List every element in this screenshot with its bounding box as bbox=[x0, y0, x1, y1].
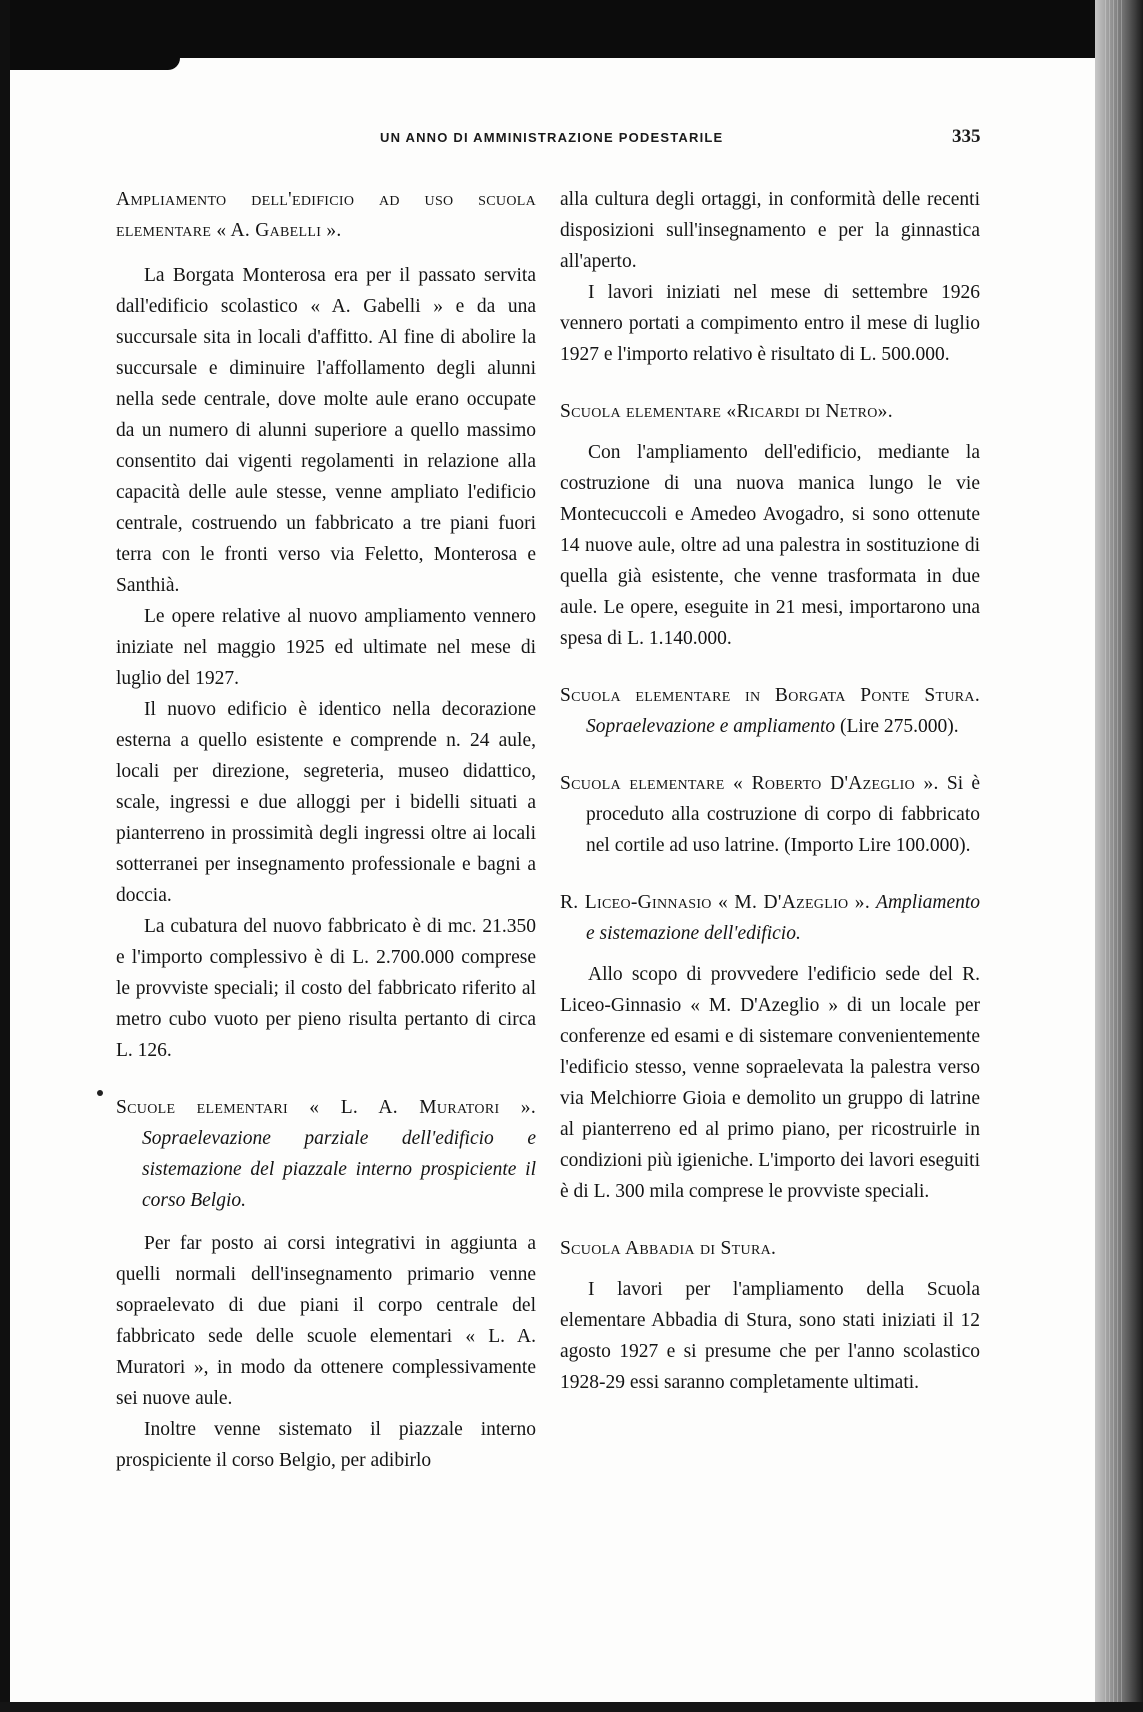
section-heading-title: Scuole elementari « L. A. Muratori ». bbox=[116, 1097, 536, 1118]
section-heading-subtitle: Sopraelevazione parziale dell'edificio e sistemazione del piazzale interno prospiciente il corso Belgio. bbox=[142, 1128, 536, 1211]
section-heading-subtitle: Ampliamento e sistemazione dell'edificio. bbox=[586, 892, 981, 944]
section-heading-subtitle: Sopraelevazione e ampliamento bbox=[586, 716, 836, 737]
scan-edge-notch bbox=[0, 50, 180, 70]
ink-speck bbox=[97, 1090, 103, 1096]
section-heading-title: Scuola elementare in Borgata Ponte Stura. bbox=[560, 685, 980, 706]
spacer bbox=[560, 742, 980, 768]
spacer bbox=[560, 654, 980, 680]
paragraph: Inoltre venne sistemato il piazzale interno prospiciente il corso Belgio, per adibirlo bbox=[116, 1419, 536, 1471]
spacer bbox=[560, 949, 980, 959]
section-heading-roberto-dazeglio bbox=[560, 768, 980, 861]
spacer bbox=[560, 861, 980, 887]
section-heading-abbadia: Scuola Abbadia di Stura. bbox=[560, 1238, 777, 1259]
spacer bbox=[560, 427, 980, 437]
paragraph: Le opere relative al nuovo ampliamento vennero iniziate nel maggio 1925 ed ultimate nel mese di luglio del 1927. bbox=[116, 606, 536, 689]
paragraph: Allo scopo di provvedere l'edificio sede del R. Liceo-Ginnasio « M. D'Azeglio » di un locale per conferenze ed esami e di sistemare convenientemente l'edificio stesso, venne sopraelevata la palestra verso via Melchiorre Gioia e demolito un gruppo di latrine al pianterreno ed al primo piano, per ricostruirle in condizioni più igieniche. L'importo dei lavori eseguiti è di L. 300 mila comprese le provviste speciali. bbox=[560, 964, 980, 1202]
paragraph: La cubatura del nuovo fabbricato è di mc. 21.350 e l'importo complessivo è di L. 2.700.000 comprese le provviste speciali; il costo del fabbricato riferito al metro cubo vuoto per pieno risulta pertanto di circa L. 126. bbox=[116, 916, 536, 1061]
spacer bbox=[116, 1216, 536, 1228]
spacer bbox=[560, 1264, 980, 1274]
scan-edge-left bbox=[0, 0, 10, 1712]
paragraph: Con l'ampliamento dell'edificio, mediante la costruzione di una nuova manica lungo le vie Montecuccoli e Amedeo Avogadro, si sono ottenute 14 nuove aule, oltre ad una palestra in sostituzione di quella già esistente, che venne trasformata in due aule. Le opere, eseguite in 21 mesi, importarono una spesa di L. 1.140.000. bbox=[560, 442, 980, 649]
scan-edge-bottom bbox=[0, 1702, 1143, 1712]
paragraph: I lavori per l'ampliamento della Scuola elementare Abbadia di Stura, sono stati iniziati il 12 agosto 1927 e si presume che per l'anno scolastico 1928-29 essi saranno completamente ultimati. bbox=[560, 1279, 980, 1393]
paragraph: Per far posto ai corsi integrativi in aggiunta a quelli normali dell'insegnamento primario venne sopraelevato di due piani il corpo centrale del fabbricato sede delle scuole elementari « L. A. Muratori », in modo da ottenere complessivamente sei nuove aule. bbox=[116, 1233, 536, 1409]
section-heading-muratori bbox=[116, 1092, 536, 1216]
right-column bbox=[560, 184, 980, 1398]
section-heading-ponte-stura bbox=[560, 680, 980, 742]
running-header: UN ANNO DI AMMINISTRAZIONE PODESTARILE bbox=[380, 130, 724, 145]
spacer bbox=[560, 1207, 980, 1233]
page-number: 335 bbox=[952, 126, 981, 147]
section-heading-liceo bbox=[560, 887, 980, 949]
section-heading-title: Scuola elementare « Roberto D'Azeglio ». bbox=[560, 773, 939, 794]
left-column bbox=[116, 184, 536, 1476]
page-stack-lines bbox=[1105, 0, 1123, 1712]
section-text: Si è proceduto alla costruzione di corpo di fabbricato nel cortile ad uso latrine. (Importo Lire 100.000). bbox=[586, 773, 980, 856]
paragraph: Il nuovo edificio è identico nella decorazione esterna a quello esistente e comprende n. 24 aule, locali per direzione, segreteria, museo didattico, scale, ingressi e due alloggi per i bidelli situati a pianterreno in prossimità degli ingressi oltre ai locali sotterranei per insegnamento professionale e bagni a doccia. bbox=[116, 699, 536, 906]
spacer bbox=[116, 246, 536, 260]
paragraph: I lavori iniziati nel mese di settembre 1926 vennero portati a compimento entro il mese di luglio 1927 e l'importo relativo è risultato di L. 500.000. bbox=[560, 282, 980, 365]
spacer bbox=[560, 370, 980, 396]
section-heading-amount: (Lire 275.000). bbox=[840, 716, 959, 737]
spacer bbox=[116, 1066, 536, 1092]
section-heading-title: R. Liceo-Ginnasio « M. D'Azeglio ». bbox=[560, 892, 870, 913]
paragraph-continued: alla cultura degli ortaggi, in conformità delle recenti disposizioni sull'insegnamento e per la ginnastica all'aperto. bbox=[560, 189, 980, 272]
section-heading-gabelli: Ampliamento dell'edificio ad uso scuola elementare « A. Gabelli ». bbox=[116, 189, 536, 241]
paragraph: La Borgata Monterosa era per il passato servita dall'edificio scolastico « A. Gabelli » e da una succursale sita in locali d'affitto. Al fine di abolire la succursale e diminuire l'affollamento degli alunni nella sede centrale, dove molte aule erano occupate da un numero di alunni superiore a quello massimo consentito dai vigenti regolamenti in relazione alla capacità delle aule stesse, venne ampliato l'edificio centrale, costruendo un fabbricato a tre piani fuori terra con le fronti verso via Feletto, Monterosa e Santhià. bbox=[116, 265, 536, 596]
section-heading-ricardi: Scuola elementare «Ricardi di Netro». bbox=[560, 401, 893, 422]
